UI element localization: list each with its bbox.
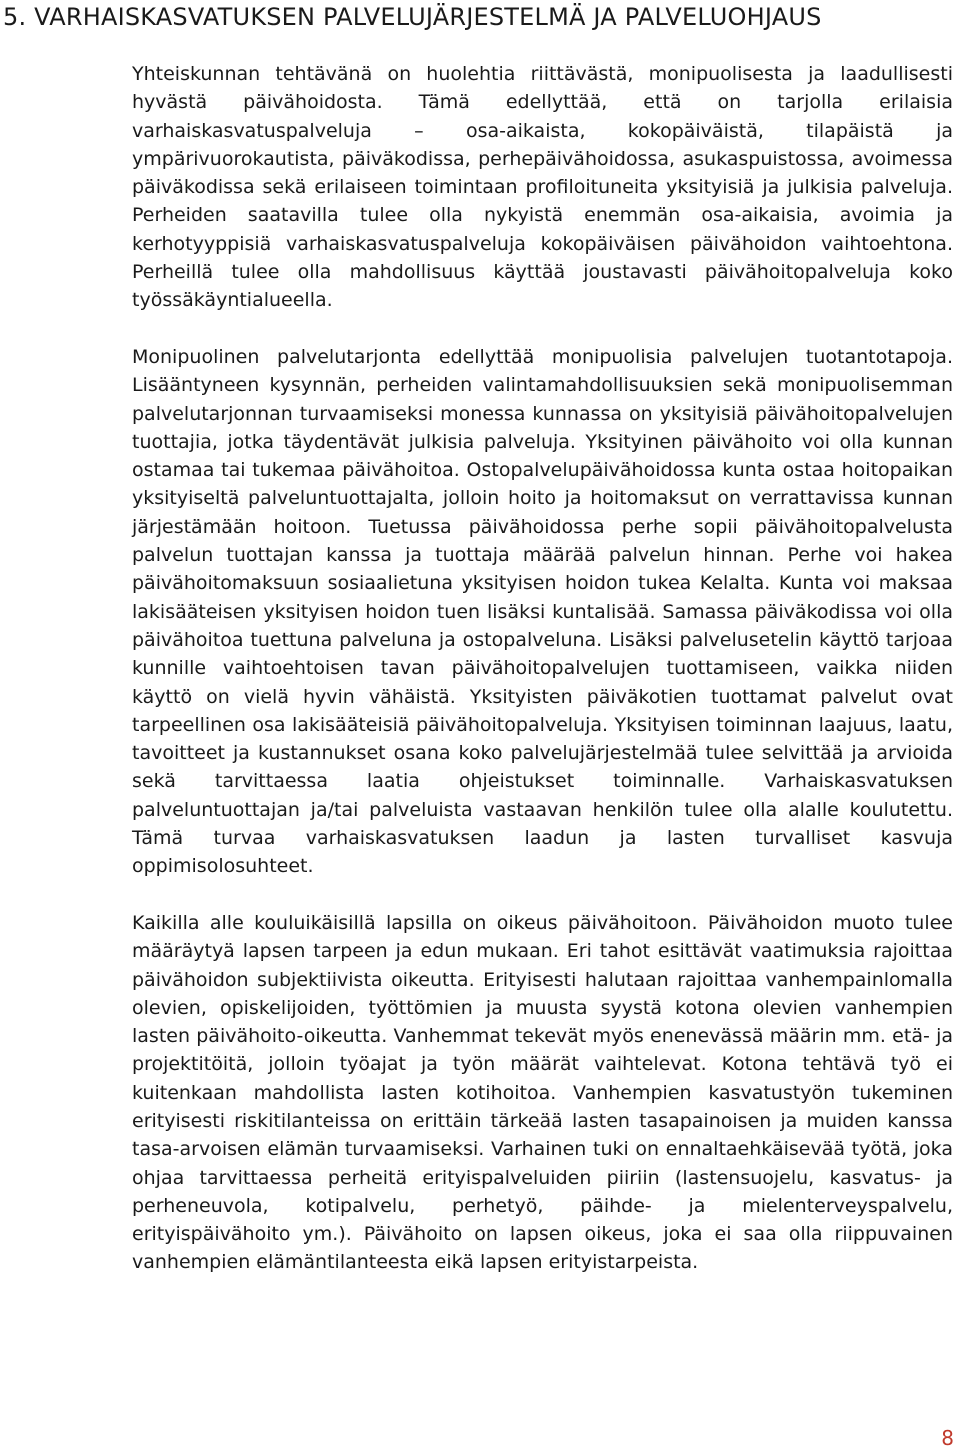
page-number: 8 — [941, 1426, 954, 1450]
section-heading: 5. VARHAISKASVATUKSEN PALVELUJÄRJESTELMÄ JA PALVELUOHJAUS — [3, 3, 822, 31]
paragraph-production-methods: Monipuolinen palvelutarjonta edellyttää monipuolisia palvelujen tuotantotapoja. Lisääntyneen kysynnän, perheiden valintamahdollisuuksien sekä monipuolisemman palvelutarjonnan turvaamiseksi monessa kunnassa on yksityisiä päivähoitopalvelujen tuottajia, jotka täydentävät julkisia palveluja. Yksityinen päivähoito voi olla kunnan ostamaa tai tukemaa päivähoitoa. Ostopalvelupäivähoidossa kunta ostaa hoitopaikan yksityiseltä palveluntuottajalta, jolloin hoito ja hoitomaksut on verrattavissa kunnan järjestämään hoitoon. Tuetussa päivähoidossa perhe sopii päivähoitopalvelusta palvelun tuottajan kanssa ja tuottaja määrää palvelun hinnan. Perhe voi hakea päivähoitomaksuun sosiaalietuna yksityisen hoidon tukea Kelalta. Kunta voi maksaa lakisääteisen yksityisen hoidon tuen lisäksi kuntalisää. Samassa päiväkodissa voi olla päivähoitoa tuettuna palveluna ja ostopalveluna. Lisäksi palvelusetelin käyttö tarjoaa kunnille vaihtoehtoisen tavan päivähoitopalvelujen tuottamiseen, vaikka niiden käyttö on vielä hyvin vähäistä. Yksityisten päiväkotien tuottamat palvelut ovat tarpeellinen osa lakisääteisiä päivähoitopalveluja. Yksityisen toiminnan laajuus, laatu, tavoitteet ja kustannukset osana koko palvelujärjestelmää tulee selvittää ja arvioida sekä tarvittaessa laatia ohjeistukset toiminnalle. Varhaiskasvatuksen palveluntuottajan ja/tai palveluista vastaavan henkilön tulee olla alalle koulutettu. Tämä turvaa varhaiskasvatuksen laadun ja lasten turvalliset kasvuja oppimisolosuhteet. — [132, 345, 953, 878]
paragraph-right-to-daycare: Kaikilla alle kouluikäisillä lapsilla on oikeus päivähoitoon. Päivähoidon muoto tulee määräytyä lapsen tarpeen ja edun mukaan. Eri tahot esittävät vaatimuksia rajoittaa päivähoidon subjektiivista oikeutta. Erityisesti halutaan rajoittaa vanhempainlomalla olevien, opiskelijoiden, työttömien ja muusta syystä kotona olevien vanhempien lasten päivähoito-oikeutta. Vanhemmat tekevät myös enenevässä määrin mm. etä- ja projektitöitä, jolloin työajat ja työn määrät vaihtelevat. Kotona tehtävä työ ei kuitenkaan mahdollista lasten kotihoitoa. Vanhempien kasvatustyön tukeminen erityisesti riskitilanteissa on erittäin tärkeää lasten tasapainoisen ja muiden kanssa tasa-arvoisen elämän turvaamiseksi. Varhainen tuki on ennaltaehkäisevää työtä, joka ohjaa tarvittaessa perheitä erityispalveluiden piiriin (lastensuojelu, kasvatus- ja perheneuvola, kotipalvelu, perhetyö, päihde- ja mielenterveyspalvelu, erityispäivähoito ym.). Päivähoito on lapsen oikeus, joka ei saa olla riippuvainen vanhempien elämäntilanteesta eikä lapsen erityistarpeista. — [132, 911, 953, 1274]
document-body — [132, 60, 953, 1277]
paragraph-services: Yhteiskunnan tehtävänä on huolehtia riittävästä, monipuolisesta ja laadullisesti hyvästä päivähoidosta. Tämä edellyttää, että on tarjolla erilaisia varhaiskasvatuspalveluja – osa-aikaista, kokopäiväistä, tilapäistä ja ympärivuorokautista, päiväkodissa, perhepäivähoidossa, asukaspuistossa, avoimessa päiväkodissa sekä erilaiseen toimintaan profiloituneita yksityisiä ja julkisia palveluja. Perheiden saatavilla tulee olla nykyistä enemmän osa-aikaisia, avoimia ja kerhotyyppisiä varhaiskasvatuspalveluja kokopäiväisen päivähoidon vaihtoehtona. Perheillä tulee olla mahdollisuus käyttää joustavasti päivähoitopalveluja koko työssäkäyntialueella. — [132, 63, 953, 312]
